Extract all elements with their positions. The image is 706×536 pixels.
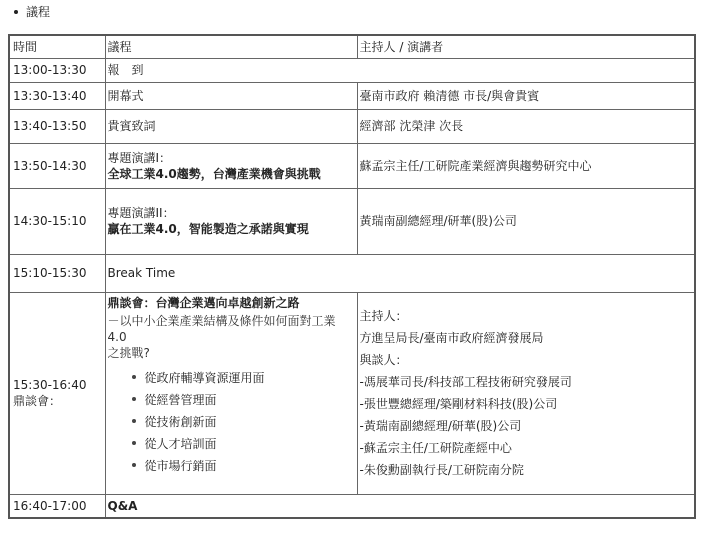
host-cell: 經濟部 沈榮津 次長 [357,109,695,143]
table-row [9,109,695,143]
agenda-cell [105,143,357,188]
agenda-cell: 貴賓致詞 [105,109,357,143]
agenda-cell: Q&A [105,494,695,518]
bullet-icon [132,397,136,401]
table-row [9,292,695,494]
agenda-cell [105,188,357,254]
panel-subtitle-cont: 之挑戰? [107,345,150,360]
host-cell: 臺南市政府 賴清德 市長/與會貴賓 [357,82,695,109]
table-row [9,188,695,254]
talk-title: 贏在工業4.0，智能製造之承諾與實現 [107,222,309,236]
host-label: 主持人： [359,308,408,323]
agenda-cell: 開幕式 [105,82,357,109]
table-row [9,254,695,292]
time-cell [9,292,105,494]
time-cell: 16:40-17:00 [9,494,105,518]
list-item [132,433,355,455]
time-cell: 13:00-13:30 [9,58,105,82]
topic-text: 從人才培訓面 [144,436,217,451]
agenda-cell: 報 到 [105,58,695,82]
time-cell: 13:50-14:30 [9,143,105,188]
host-name: 方進呈局長/臺南市政府經濟發展局 [359,330,544,345]
list-item [132,367,355,389]
table-row [9,143,695,188]
list-item [132,389,355,411]
section-title: 議程 [26,5,51,19]
talk-label: 專題演講I： [107,150,172,165]
header-host: 主持人 / 演講者 [357,35,695,58]
panelist: -蘇孟宗主任/工研院產經中心 [359,440,512,455]
topic-text: 從市場行銷面 [144,458,217,473]
table-row [9,82,695,109]
list-item [132,411,355,433]
topic-text: 從經營管理面 [144,392,217,407]
bullet-icon [132,463,136,467]
talk-label: 專題演講II： [107,206,175,220]
talk-title: 全球工業4.0趨勢，台灣產業機會與挑戰 [107,166,321,181]
time-cell: 13:30-13:40 [9,82,105,109]
panelist: -黃瑞南副總經理/研華(股)公司 [359,418,522,433]
panelist: -朱俊勳副執行長/工研院南分院 [359,462,524,477]
panelist: -馮展華司長/科技部工程技術研究發展司 [359,374,572,389]
header-agenda: 議程 [105,35,357,58]
panel-subtitle: －以中小企業產業結構及條件如何面對工業4.0 [107,313,336,344]
time-cell: 13:40-13:50 [9,109,105,143]
time-range: 15:30-16:40 [13,378,87,392]
panel-title: 鼎談會：台灣企業邁向卓越創新之路 [107,295,300,310]
host-cell [357,292,695,494]
agenda-cell: Break Time [105,254,695,292]
time-cell: 15:10-15:30 [9,254,105,292]
agenda-cell [105,292,357,494]
agenda-table [8,34,696,519]
table-header-row [9,35,695,58]
topic-list [108,367,355,477]
section-heading [14,4,50,20]
bullet-icon [132,441,136,445]
panel-label: 與談人： [359,352,408,367]
header-time: 時間 [9,35,105,58]
table-row [9,58,695,82]
host-cell: 黃瑞南副總經理/研華(股)公司 [357,188,695,254]
table-row [9,494,695,518]
session-label: 鼎談會： [13,394,62,408]
topic-text: 從政府輔導資源運用面 [144,370,265,385]
time-cell: 14:30-15:10 [9,188,105,254]
bullet-icon [132,419,136,423]
list-item [132,455,355,477]
bullet-icon [14,10,18,14]
panelist: -張世豐總經理/築剛材料科技(股)公司 [359,396,558,411]
topic-text: 從技術創新面 [144,414,217,429]
bullet-icon [132,375,136,379]
host-cell: 蘇孟宗主任/工研院產業經濟與趨勢研究中心 [357,143,695,188]
